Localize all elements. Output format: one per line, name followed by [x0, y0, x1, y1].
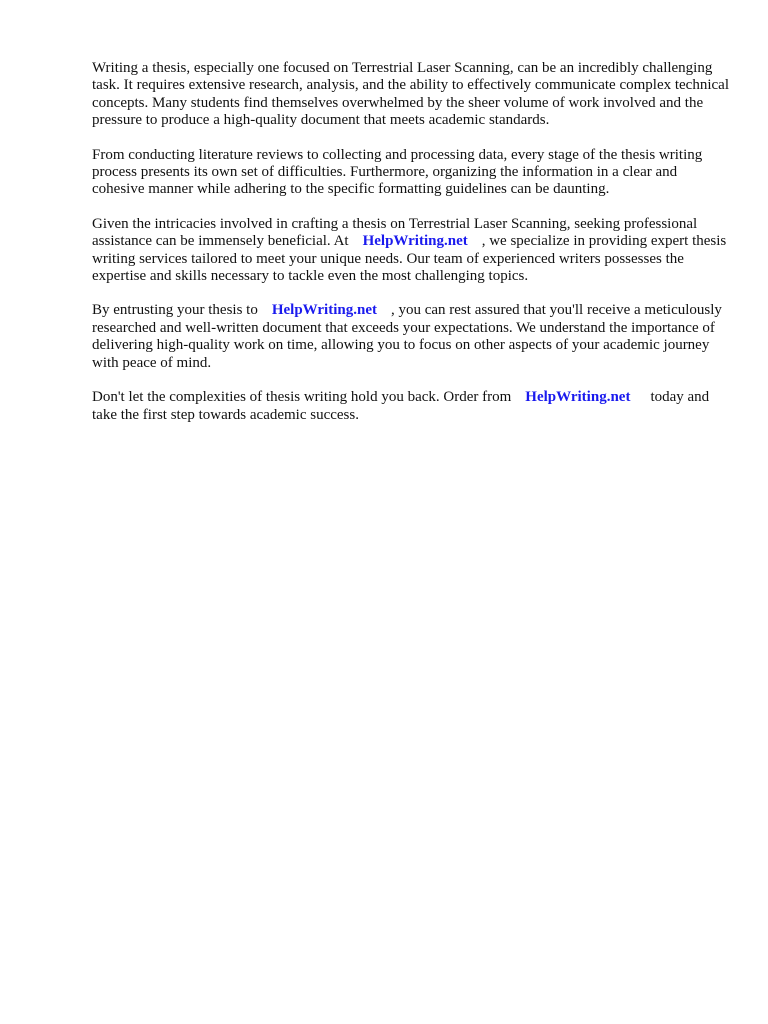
paragraph-assistance-after: , we specialize in providing expert thesis writing services tailored to meet your unique needs. Our team of experienced writers possesses the expertise and skills necessary to tackle even the most challenging topics.	[92, 233, 727, 285]
paragraph-entrusting-after: , you can rest assured that you'll receive a meticulously researched and well-written document that exceeds your expectations. We understand the importance of delivering high-quality work on time, allowing you to focus on other aspects of your academic journey with peace of mind.	[92, 302, 722, 371]
helpwriting-link-2[interactable]: HelpWriting.net	[271, 302, 377, 319]
paragraph-intro	[92, 60, 732, 130]
document-page	[92, 60, 732, 441]
paragraph-entrusting-before: By entrusting your thesis to	[92, 302, 258, 319]
paragraph-assistance	[92, 216, 732, 286]
paragraph-difficulties	[92, 147, 732, 199]
paragraph-call-to-action	[92, 389, 732, 424]
paragraph-difficulties-text: From conducting literature reviews to collecting and processing data, every stage of the thesis writing process presents its own set of difficulties. Furthermore, organizing the information in a clear and cohesive manner while adhering to the specific formatting guidelines can be daunting.	[92, 146, 703, 198]
helpwriting-link-1[interactable]: HelpWriting.net	[362, 233, 468, 250]
paragraph-assistance-before: Given the intricacies involved in crafting a thesis on Terrestrial Laser Scanning, seeking professional assistance can be immensely beneficial. At	[92, 215, 698, 250]
paragraph-intro-text: Writing a thesis, especially one focused on Terrestrial Laser Scanning, can be an incredibly challenging task. It requires extensive research, analysis, and the ability to effectively communicate complex technical concepts. Many students find themselves overwhelmed by the sheer volume of work involved and the pressure to produce a high-quality document that meets academic standards.	[92, 60, 729, 129]
paragraph-entrusting	[92, 302, 732, 372]
helpwriting-link-3[interactable]: HelpWriting.net	[525, 389, 631, 406]
paragraph-cta-before: Don't let the complexities of thesis writing hold you back. Order from	[92, 389, 512, 406]
paragraph-cta-after: today and take the first step towards academic success.	[92, 389, 710, 423]
